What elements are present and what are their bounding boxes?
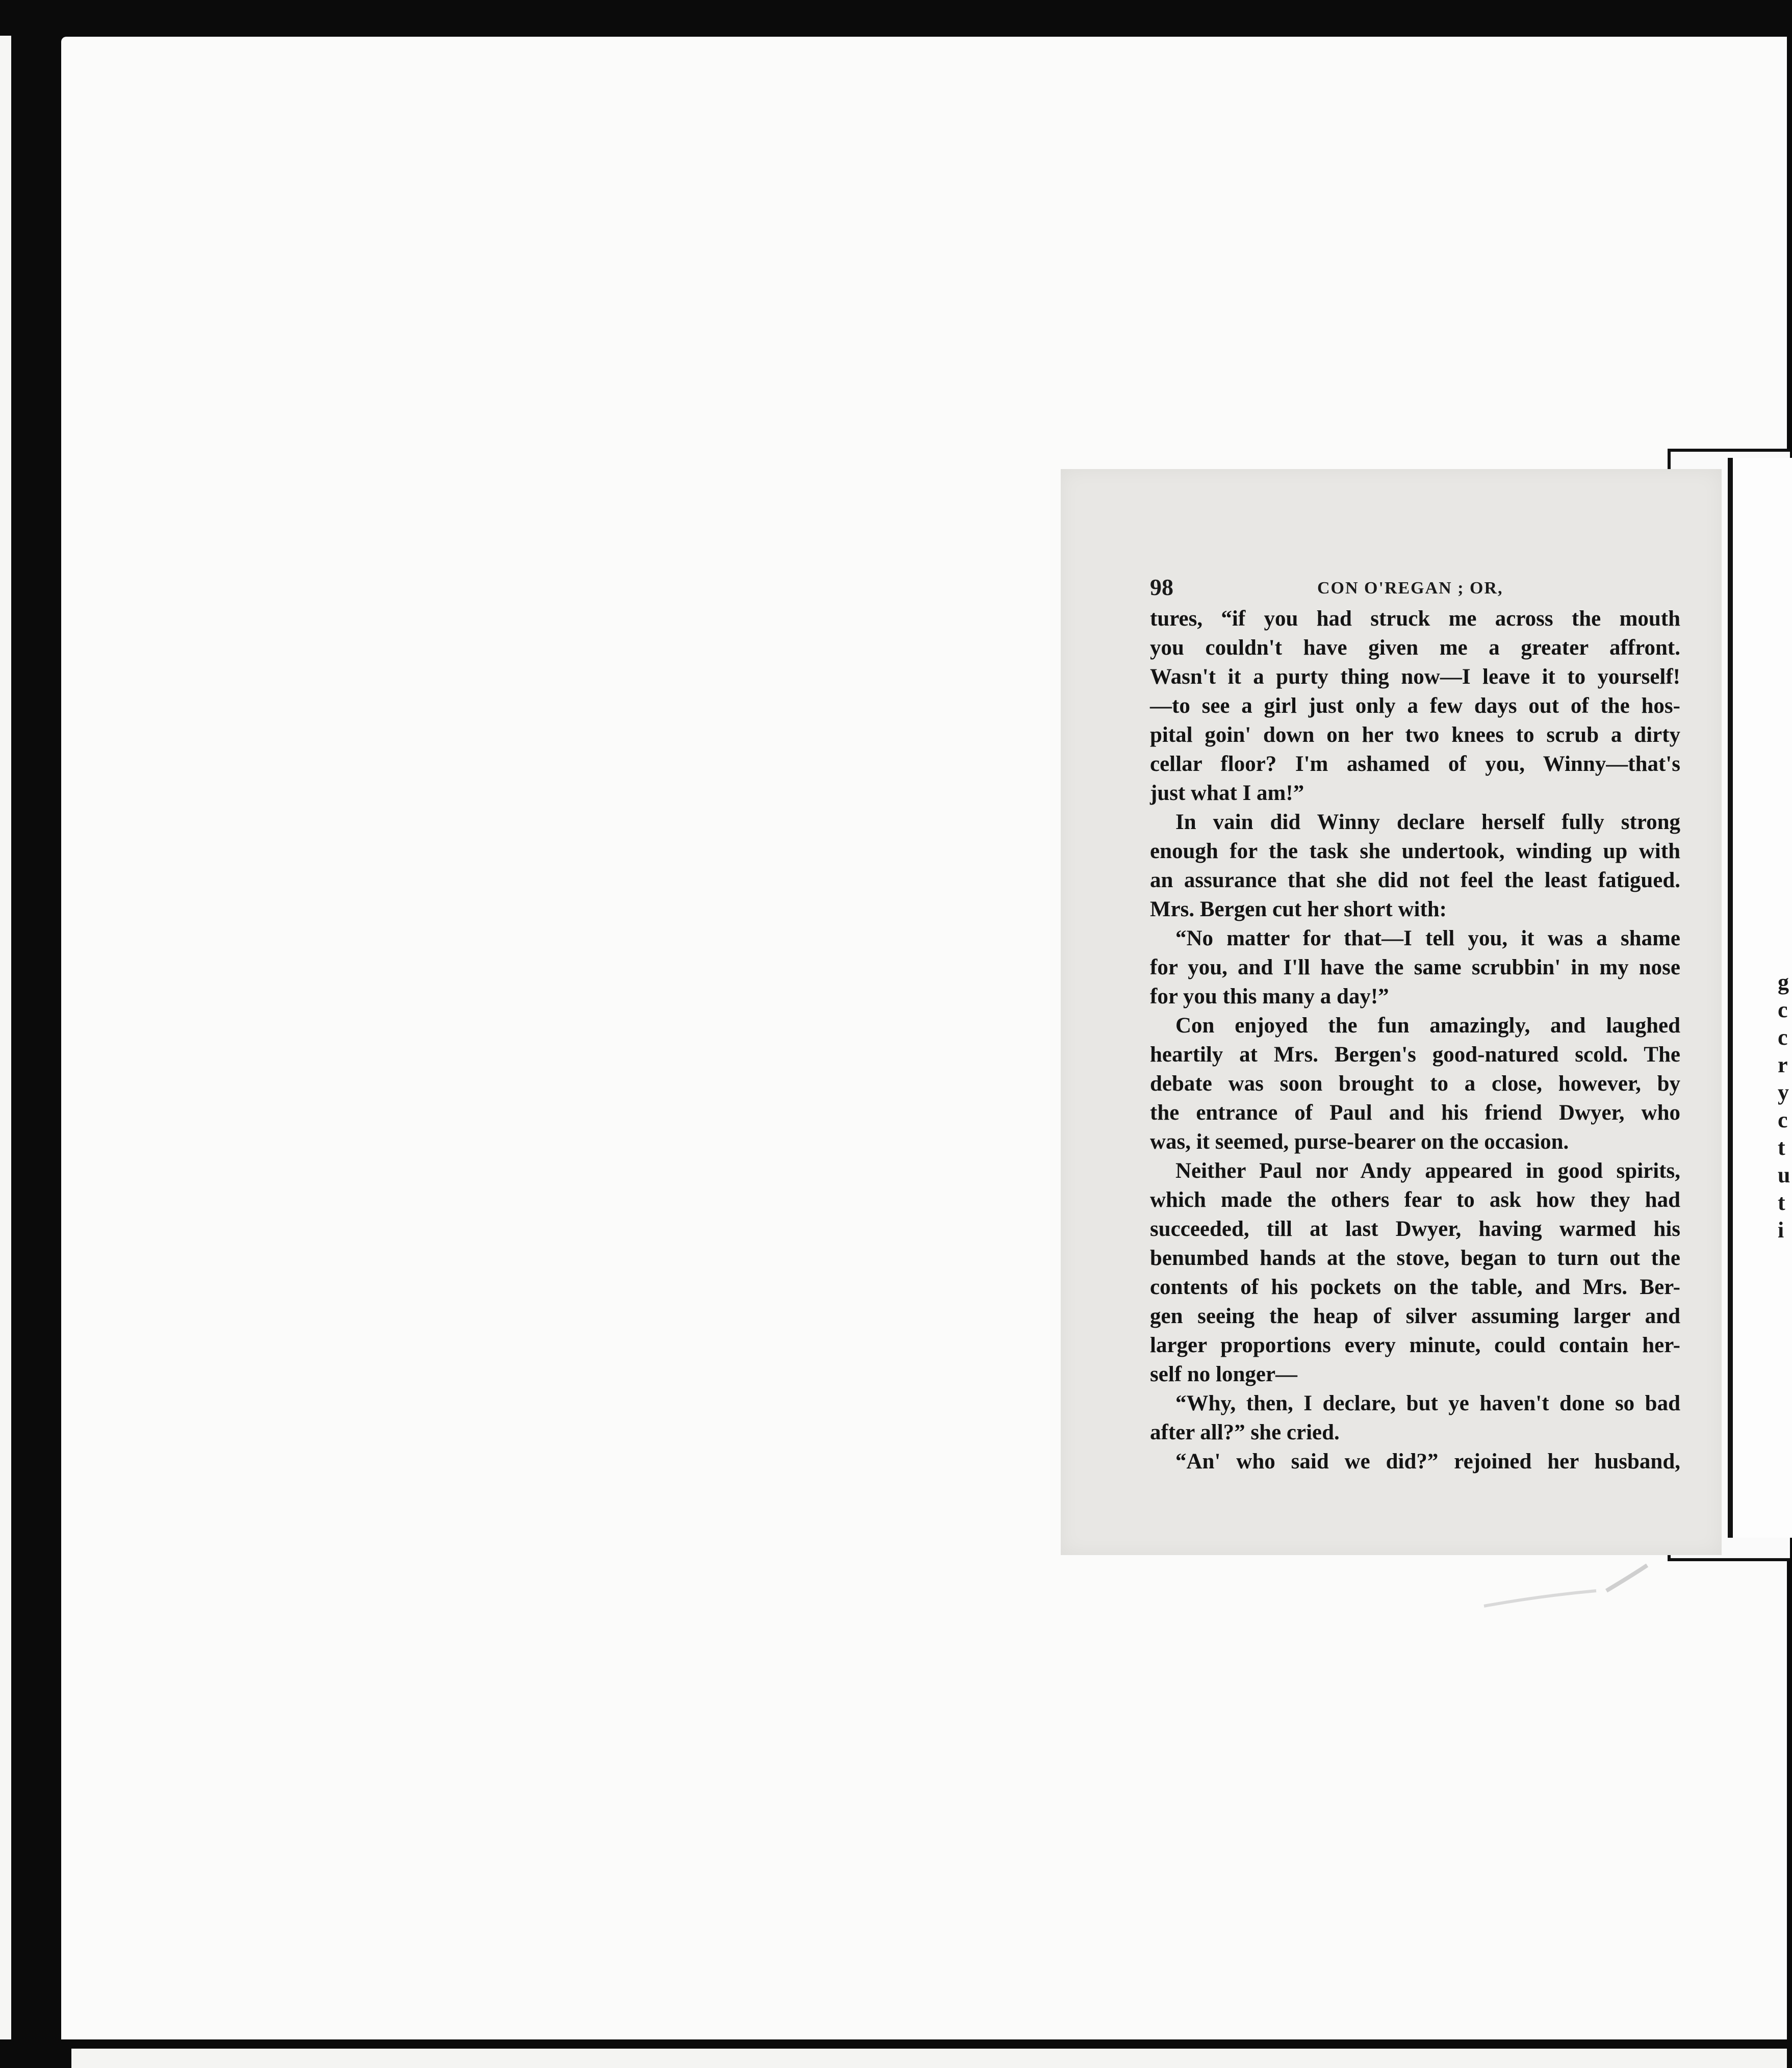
text-line: cellar floor? I'm ashamed of you, Winny—that's <box>1150 752 1680 776</box>
facing-letter: i <box>1778 1218 1784 1243</box>
text-line: the entrance of Paul and his friend Dwyer, who <box>1150 1101 1680 1125</box>
text-line: Neither Paul nor Andy appeared in good spirits, <box>1175 1159 1680 1183</box>
text-line: for you this many a day!” <box>1150 985 1389 1009</box>
text-line: tures, “if you had struck me across the mouth <box>1150 607 1680 631</box>
text-line: —to see a girl just only a few days out of the hos- <box>1150 694 1680 718</box>
text-line: gen seeing the heap of silver assuming larger and <box>1150 1304 1680 1328</box>
scan-specks <box>1479 1560 1683 1621</box>
text-line: larger proportions every minute, could contain her- <box>1150 1333 1680 1357</box>
facing-letter: c <box>1778 1025 1788 1050</box>
text-line: Con enjoyed the fun amazingly, and laughed <box>1175 1014 1680 1038</box>
bottom-film-strip <box>71 2049 1787 2068</box>
text-line: after all?” she cried. <box>1150 1420 1340 1444</box>
page-number: 98 <box>1150 574 1173 600</box>
text-line: contents of his pockets on the table, and Mrs. Ber- <box>1150 1275 1680 1299</box>
facing-letter: c <box>1778 1107 1788 1132</box>
text-line: just what I am!” <box>1150 781 1304 805</box>
text-line: was, it seemed, purse-bearer on the occasion. <box>1150 1130 1569 1154</box>
page-header <box>1150 574 1680 604</box>
text-line: enough for the task she undertook, winding up with <box>1150 839 1680 863</box>
text-line: heartily at Mrs. Bergen's good-natured scold. The <box>1150 1043 1680 1067</box>
text-line: succeeded, till at last Dwyer, having warmed his <box>1150 1217 1680 1241</box>
facing-letter: u <box>1778 1162 1790 1187</box>
text-line: self no longer— <box>1150 1362 1298 1386</box>
text-line: benumbed hands at the stove, began to turn out the <box>1150 1246 1680 1270</box>
text-line: which made the others fear to ask how they had <box>1150 1188 1680 1212</box>
page-body <box>1150 604 1680 1476</box>
text-line: “An' who said we did?” rejoined her husband, <box>1175 1450 1680 1474</box>
facing-letter: t <box>1778 1135 1785 1160</box>
running-head: CON O'REGAN ; OR, <box>1317 579 1503 598</box>
text-line: Mrs. Bergen cut her short with: <box>1150 897 1447 921</box>
facing-letter: t <box>1778 1190 1785 1215</box>
text-line: you couldn't have given me a greater affront. <box>1150 636 1680 660</box>
facing-letter: y <box>1778 1080 1789 1105</box>
facing-letter: c <box>1778 997 1788 1022</box>
facing-letter: g <box>1778 970 1789 995</box>
text-line: In vain did Winny declare herself fully strong <box>1175 810 1680 834</box>
text-line: “No matter for that—I tell you, it was a shame <box>1175 926 1680 950</box>
text-line: Wasn't it a purty thing now—I leave it to yourself! <box>1150 665 1680 689</box>
book-page <box>1061 469 1722 1555</box>
text-line: pital goin' down on her two knees to scrub a dirty <box>1150 723 1680 747</box>
facing-letter: r <box>1778 1052 1788 1077</box>
adjacent-frame-edge <box>0 36 11 2039</box>
text-line: debate was soon brought to a close, however, by <box>1150 1072 1680 1096</box>
text-line: an assurance that she did not feel the least fatigued. <box>1150 868 1680 892</box>
facing-page-edge-letters <box>1778 969 1790 1244</box>
text-line: “Why, then, I declare, but ye haven't done so bad <box>1175 1391 1680 1415</box>
text-line: for you, and I'll have the same scrubbin' in my nose <box>1150 955 1680 979</box>
